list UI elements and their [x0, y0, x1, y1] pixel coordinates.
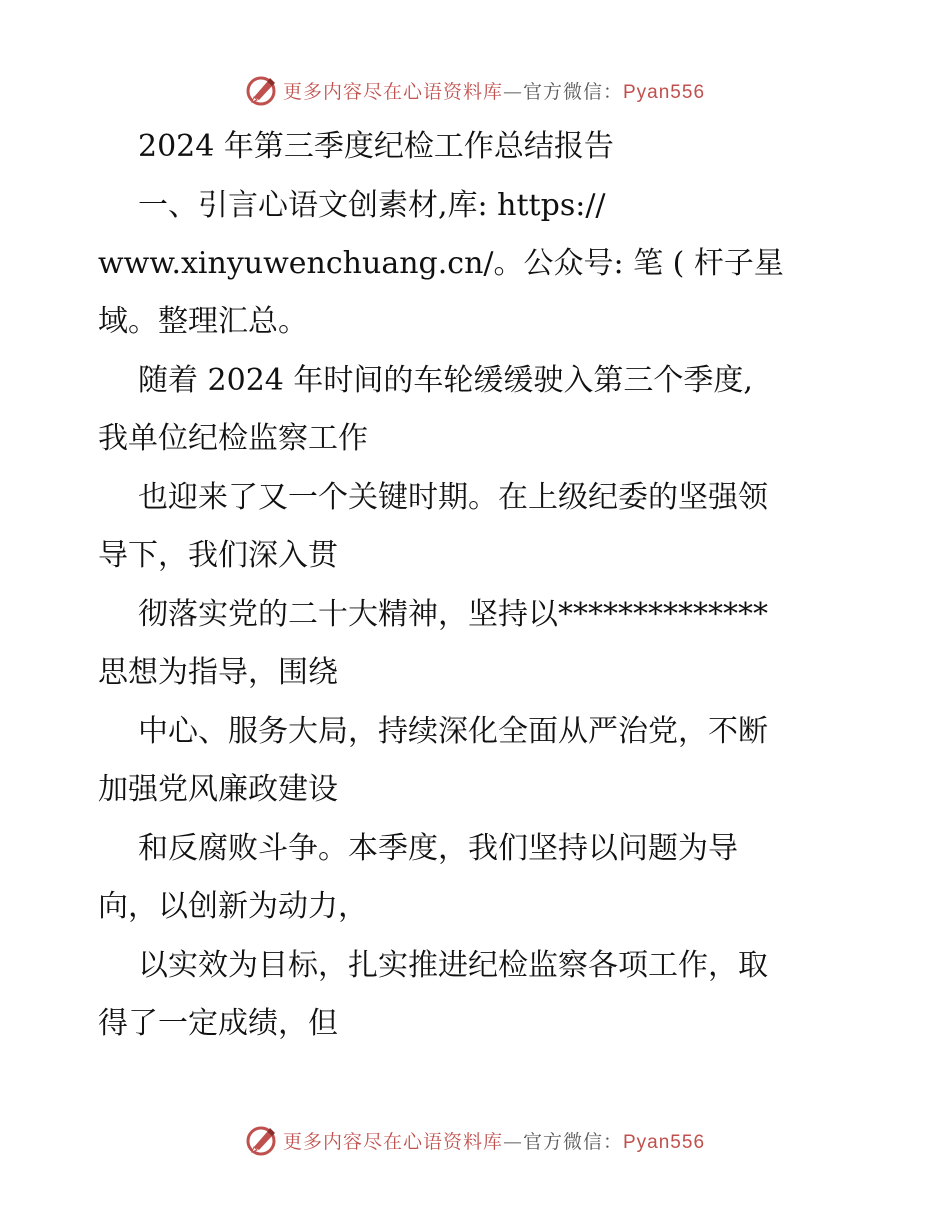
text-line: 中心、服务大局，持续深化全面从严治党，不断 — [138, 714, 768, 749]
text-line: www.xinyuwenchuang.cn/。公众号: 笔 ( 杆子星 — [98, 246, 784, 281]
text-line: 以实效为目标，扎实推进纪检监察各项工作，取 — [138, 948, 768, 983]
text-line: 导下，我们深入贯 — [98, 538, 338, 573]
watermark-text: 更多内容尽在心语资料库 — [282, 1130, 503, 1153]
text-line: 加强党风廉政建设 — [98, 772, 338, 807]
text-line: 和反腐败斗争。本季度，我们坚持以问题为导 — [138, 831, 738, 866]
text-line: 我单位纪检监察工作 — [98, 421, 368, 456]
text-line: 彻落实党的二十大精神，坚持以************** — [138, 597, 768, 632]
wechat-label: 官方微信： — [522, 80, 623, 103]
pen-logo-icon — [245, 1123, 279, 1157]
text-line: 也迎来了又一个关键时期。在上级纪委的坚强领 — [138, 480, 768, 515]
watermark-text: 更多内容尽在心语资料库 — [282, 80, 503, 103]
wechat-id: Pyan556 — [623, 81, 706, 103]
text-line: 随着 2024 年时间的车轮缓缓驶入第三个季度, — [138, 363, 753, 398]
text-line: 思想为指导，围绕 — [98, 655, 338, 690]
text-line: 向，以创新为动力， — [98, 889, 368, 924]
watermark-separator: — — [502, 80, 523, 103]
text-line: 得了一定成绩，但 — [98, 1006, 338, 1041]
watermark-banner-bottom — [0, 1120, 950, 1160]
document-title: 2024 年第三季度纪检工作总结报告 — [138, 129, 614, 164]
watermark-separator: — — [502, 1130, 523, 1153]
wechat-id: Pyan556 — [623, 1131, 706, 1153]
wechat-label: 官方微信： — [522, 1130, 623, 1153]
section-heading: 一、引言心语文创素材,库: https:// — [138, 188, 606, 223]
text-line: 域。整理汇总。 — [98, 304, 308, 339]
